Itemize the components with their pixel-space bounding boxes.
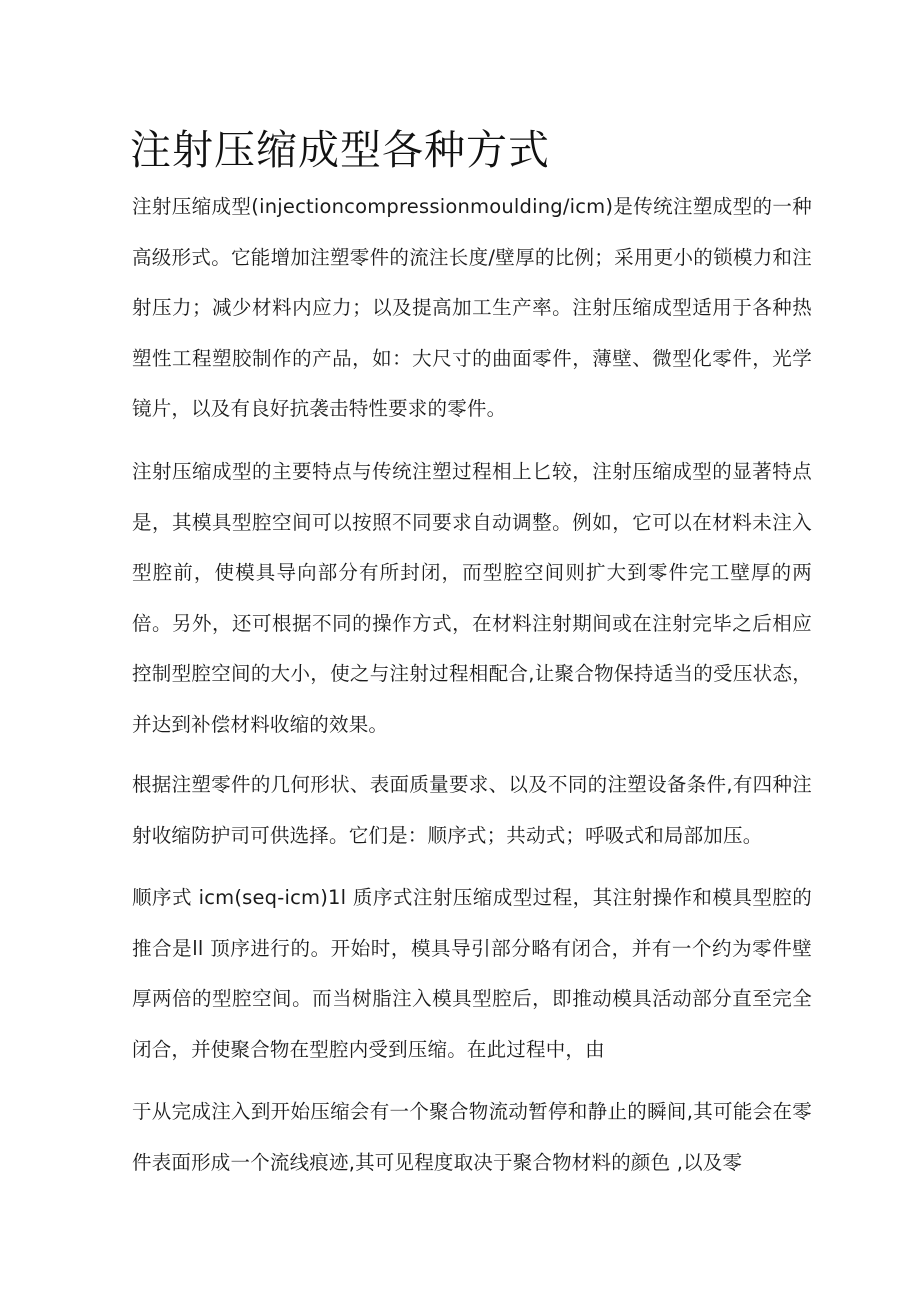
paragraph-four-methods: 根据注塑零件的几何形状、表面质量要求、以及不同的注塑设备条件,有四种注射收缩防护司可供选择。它们是：顺序式；共动式；呼吸式和局部加压。 — [132, 773, 812, 847]
paragraph-intro: 注射压缩成型(injectioncompressionmoulding/icm)是传统注塑成型的一种高级形式。它能增加注塑零件的流注长度/壁厚的比例；采用更小的锁模力和注射压力；减少材料内应力；以及提高加工生产率。注射压缩成型适用于各种热塑性工程塑胶制作的产品，如：大尺寸的曲面零件，薄壁、微型化零件，光学镜片，以及有良好抗袭击特性要求的零件。 — [132, 195, 812, 420]
paragraph-flow-mark: 于从完成注入到开始压缩会有一个聚合物流动暂停和静止的瞬间,其可能会在零件表面形成一个流线痕迹,其可见程度取决于聚合物材料的颜色 ,以及零 — [132, 1100, 812, 1174]
paragraph-features: 注射压缩成型的主要特点与传统注塑过程相上匕较，注射压缩成型的显著特点是，其模具型腔空间可以按照不同要求自动调整。例如，它可以在材料未注入型腔前，使模具导向部分有所封闭，而型腔空间则扩大到零件完工壁厚的两倍。另外，还可根据不同的操作方式，在材料注射期间或在注射完毕之后相应控制型腔空间的大小，使之与注射过程相配合,让聚合物保持适当的受压状态，并达到补偿材料收缩的效果。 — [132, 460, 812, 736]
page-title: 注射压缩成型各种方式 — [130, 126, 550, 174]
paragraph-sequential-icm: 顺序式 icm(seq-icm)1l 质序式注射压缩成型过程，其注射操作和模具型腔的推合是ll 顶序进行的。开始时，模具导引部分略有闭合，并有一个约为零件壁厚两倍的型腔空间。而当树脂注入模具型腔后，即推动模具活动部分直至完全闭合，并使聚合物在型腔内受到压缩。在此过程中，由 — [132, 886, 812, 1061]
